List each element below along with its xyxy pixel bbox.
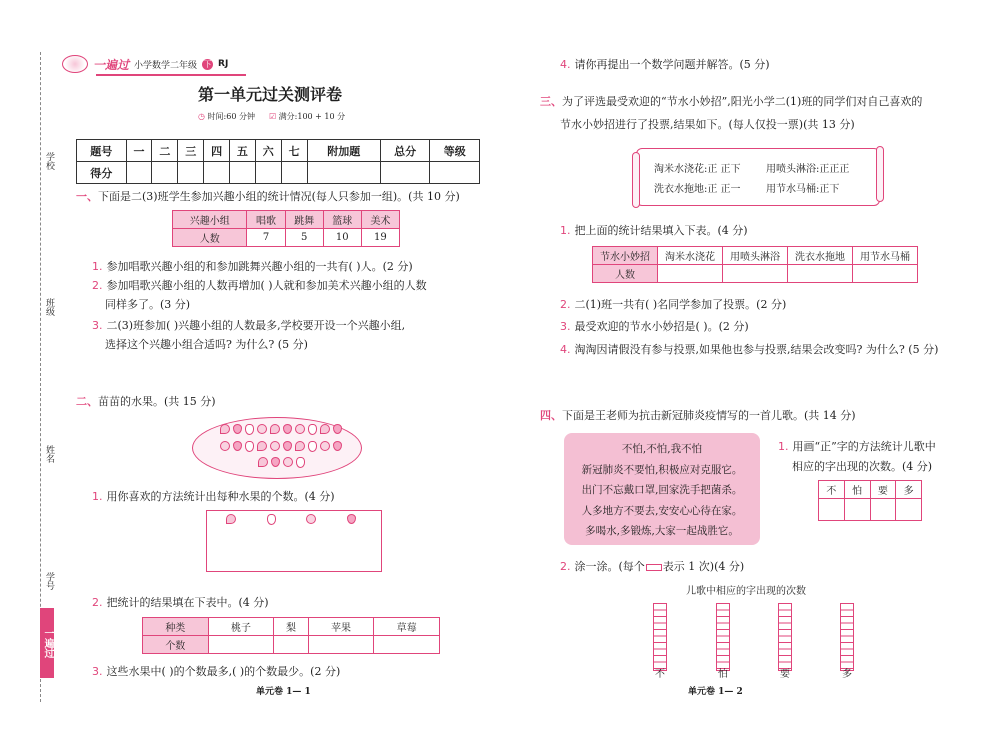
question-text: 请你再提出一个数学问题并解答。(5 分)	[574, 58, 770, 71]
brand-name: 一遍过	[93, 57, 130, 72]
score-header-cell: 七	[281, 140, 307, 162]
score-cell[interactable]	[307, 162, 380, 184]
question-text: 把统计的结果填在下表中。(4 分)	[106, 596, 269, 609]
vote-label: 用节水马桶:	[766, 184, 820, 195]
score-header-cell: 一	[126, 140, 152, 162]
section-1-heading	[76, 189, 460, 205]
vote-scroll	[636, 148, 880, 206]
brand-underline	[96, 74, 246, 76]
question-text: 二(1)班一共有( )名同学参加了投票。(2 分)	[574, 298, 787, 311]
answer-cell[interactable]	[208, 636, 274, 654]
table-header-cell: 梨	[274, 618, 308, 636]
question-text: 参加唱歌兴趣小组的人数再增加( )人就和参加美术兴趣小组的人数	[106, 279, 427, 292]
table-header-cell: 用喷头淋浴	[723, 247, 788, 265]
peach-icon	[226, 514, 236, 524]
apple-icon	[320, 441, 330, 451]
section-2-heading	[76, 394, 216, 410]
margin-badge: 一遍过	[40, 608, 54, 678]
table-header-cell: 怕	[844, 481, 870, 499]
score-table	[76, 139, 480, 184]
score-header-cell: 三	[178, 140, 204, 162]
question-4-1-line2: 相应的字出现的次数。(4 分)	[792, 460, 933, 473]
binding-line	[40, 52, 41, 702]
question-text-a: 涂一涂。(每个	[574, 560, 645, 573]
question-text: 把上面的统计结果填入下表。(4 分)	[574, 224, 748, 237]
table-row	[819, 499, 922, 521]
question-text: 二(3)班参加( )兴趣小组的人数最多,学校要开设一个兴趣小组,	[106, 319, 406, 332]
water-saving-table	[592, 246, 918, 283]
score-table-header-row	[77, 140, 480, 162]
score-cell[interactable]	[281, 162, 307, 184]
table-header-cell: 草莓	[374, 618, 440, 636]
question-1-1	[92, 257, 413, 276]
table-header-cell: 苹果	[308, 618, 374, 636]
vote-label: 淘米水浇花:	[654, 164, 708, 175]
check-icon: ☑	[268, 112, 277, 121]
score-header-cell: 四	[204, 140, 230, 162]
section-3-line2: 节水小妙招进行了投票,结果如下。(每人仅投一票)(共 13 分)	[560, 118, 855, 131]
table-cell: 7	[247, 229, 285, 247]
apple-icon	[283, 457, 293, 467]
question-text: 参加唱歌兴趣小组的和参加跳舞兴趣小组的一共有( )人。(2 分)	[106, 260, 413, 273]
strawberry-icon	[283, 441, 292, 451]
pear-icon	[245, 424, 254, 435]
peach-icon	[258, 457, 268, 467]
table-cell: 19	[361, 229, 399, 247]
pear-icon	[296, 457, 305, 468]
peach-icon	[270, 424, 280, 434]
question-1-3	[92, 316, 405, 335]
poem-box	[564, 433, 760, 545]
vote-tally: 正 正下	[707, 164, 741, 175]
question-2-4	[560, 55, 770, 74]
score-cell[interactable]	[255, 162, 281, 184]
scroll-vote-2	[766, 160, 849, 175]
section-2-text: 苗苗的水果。(共 15 分)	[98, 395, 216, 408]
section-2-number: 二、	[76, 395, 98, 408]
color-column-duo[interactable]	[840, 603, 854, 671]
score-cell[interactable]	[152, 162, 178, 184]
score-cell[interactable]	[380, 162, 430, 184]
book-title: 小学数学二年级	[134, 60, 198, 71]
interest-group-table	[172, 210, 400, 247]
answer-cell[interactable]	[896, 499, 922, 521]
fruit-group	[218, 424, 344, 472]
question-number: 3.	[92, 665, 103, 678]
color-column-bu[interactable]	[653, 603, 667, 671]
strawberry-icon	[271, 457, 280, 467]
table-header-cell: 洗衣水拖地	[788, 247, 853, 265]
table-header-cell: 要	[870, 481, 896, 499]
score-header-cell: 附加题	[307, 140, 380, 162]
answer-cell[interactable]	[274, 636, 308, 654]
bar-chart-title: 儿歌中相应的字出现的次数	[686, 586, 806, 597]
table-header-cell: 兴趣小组	[173, 211, 247, 229]
exam-time: 时间:60 分钟	[207, 112, 255, 121]
score-cell[interactable]	[178, 162, 204, 184]
scroll-left-roll	[632, 152, 640, 208]
poem-line: 新冠肺炎不要怕,积极应对克服它。	[581, 463, 743, 476]
peach-icon	[257, 441, 267, 451]
table-header-cell: 跳舞	[285, 211, 323, 229]
vote-label: 用喷头淋浴:	[766, 164, 820, 175]
exam-full-score: 满分:100 + 10 分	[278, 112, 346, 121]
color-column-pa[interactable]	[716, 603, 730, 671]
edition-label: RJ	[218, 59, 229, 69]
poem-line: 不怕,不怕,我不怕	[621, 443, 703, 455]
vote-tally: 正正正	[819, 164, 850, 175]
apple-icon	[257, 424, 267, 434]
poem-line: 出门不忘戴口罩,回家洗手把菌杀。	[581, 484, 743, 496]
margin-class-label: 班级	[44, 298, 54, 316]
question-1-2-line2: 同样多了。(3 分)	[105, 298, 191, 311]
score-cell[interactable]	[430, 162, 480, 184]
question-number: 2.	[92, 596, 103, 609]
question-text: 淘淘因请假没有参与投票,如果他也参与投票,结果会改变吗? 为什么? (5 分)	[574, 343, 939, 356]
chart-label: 多	[842, 669, 852, 680]
word-count-table	[818, 480, 922, 521]
scroll-vote-1	[654, 160, 741, 175]
question-number: 4.	[560, 343, 571, 356]
vote-label: 洗衣水拖地:	[654, 184, 708, 195]
section-3-heading	[540, 94, 922, 110]
pear-icon	[308, 441, 317, 452]
question-number: 2.	[560, 560, 571, 573]
question-number: 1.	[560, 224, 571, 237]
score-header-cell: 等级	[430, 140, 480, 162]
table-row-label: 人数	[593, 265, 658, 283]
strawberry-icon	[233, 424, 242, 434]
answer-cell[interactable]	[788, 265, 853, 283]
table-header-cell: 篮球	[323, 211, 361, 229]
section-4-number: 四、	[540, 409, 562, 422]
question-number: 1.	[92, 490, 103, 503]
scroll-vote-3	[654, 180, 741, 195]
question-number: 3.	[92, 319, 103, 332]
question-number: 1.	[778, 440, 789, 453]
section-3-text: 为了评选最受欢迎的“节水小妙招”,阳光小学二(1)班的同学们对自己喜欢的	[562, 95, 923, 108]
strawberry-icon	[283, 424, 292, 434]
question-text: 用画“正”字的方法统计儿歌中	[792, 440, 936, 453]
pear-icon	[308, 424, 317, 435]
question-number: 3.	[560, 320, 571, 333]
apple-icon	[306, 514, 316, 524]
table-row	[593, 265, 918, 283]
question-3-3	[560, 317, 749, 336]
table-header-cell: 种类	[143, 618, 209, 636]
question-4-1	[778, 437, 936, 456]
question-number: 2.	[560, 298, 571, 311]
chart-label: 不	[655, 669, 665, 680]
strawberry-icon	[233, 441, 242, 451]
answer-cell[interactable]	[723, 265, 788, 283]
chart-label: 怕	[718, 669, 728, 680]
clock-icon: ◷	[198, 112, 205, 121]
poem-line: 人多地方不要去,安安心心待在家。	[581, 504, 743, 517]
margin-name-label: 姓名	[44, 445, 54, 463]
question-3-2	[560, 295, 786, 314]
margin-school-label: 学校	[44, 152, 54, 170]
apple-icon	[270, 441, 280, 451]
section-3-number: 三、	[540, 95, 562, 108]
table-row	[819, 481, 922, 499]
strawberry-icon	[333, 424, 342, 434]
volume-badge: 下	[203, 59, 212, 69]
question-number: 4.	[560, 58, 571, 71]
question-4-2	[560, 557, 744, 576]
table-header-cell: 淘米水浇花	[658, 247, 723, 265]
strawberry-icon	[347, 514, 356, 524]
answer-cell[interactable]	[844, 499, 870, 521]
question-3-1	[560, 221, 748, 240]
question-2-1	[92, 487, 335, 506]
margin-id-label: 学号	[44, 572, 54, 590]
score-cell[interactable]	[126, 162, 152, 184]
score-table-row	[77, 162, 480, 184]
score-header-cell: 二	[152, 140, 178, 162]
poem-line: 多喝水,多锻炼,大家一起战胜它。	[585, 525, 739, 537]
question-1-3-line2: 选择这个兴趣小组合适吗? 为什么? (5 分)	[105, 338, 308, 351]
peach-icon	[220, 424, 230, 434]
footer-left-page-number: 单元卷 1— 1	[256, 687, 311, 697]
vote-tally: 正 正一	[707, 184, 741, 195]
answer-cell[interactable]	[308, 636, 374, 654]
question-number: 1.	[92, 260, 103, 273]
exam-info	[198, 111, 345, 122]
fruit-table	[142, 617, 440, 654]
score-header-cell: 总分	[380, 140, 430, 162]
answer-cell[interactable]	[374, 636, 440, 654]
unit-box-icon	[646, 564, 662, 571]
table-header-cell: 美术	[361, 211, 399, 229]
peach-icon	[320, 424, 330, 434]
table-row	[143, 636, 440, 654]
score-header-cell: 题号	[77, 140, 127, 162]
question-number: 2.	[92, 279, 103, 292]
table-header-cell: 桃子	[208, 618, 274, 636]
table-header-cell: 用节水马桶	[853, 247, 918, 265]
apple-icon	[295, 424, 305, 434]
question-text-b: 表示 1 次)(4 分)	[662, 560, 745, 573]
table-cell: 5	[285, 229, 323, 247]
scroll-vote-4	[766, 180, 839, 195]
footer-right-page-number: 单元卷 1— 2	[688, 687, 743, 697]
question-text: 用你喜欢的方法统计出每种水果的个数。(4 分)	[106, 490, 335, 503]
question-3-4	[560, 340, 938, 359]
answer-cell[interactable]	[870, 499, 896, 521]
answer-cell[interactable]	[658, 265, 723, 283]
score-cell[interactable]	[230, 162, 256, 184]
pear-icon	[267, 514, 276, 525]
answer-cell[interactable]	[853, 265, 918, 283]
apple-icon	[220, 441, 230, 451]
table-row	[593, 247, 918, 265]
chart-label: 要	[780, 669, 790, 680]
table-header-cell: 不	[819, 481, 845, 499]
question-text: 这些水果中( )的个数最多,( )的个数最少。(2 分)	[106, 665, 341, 678]
table-cell: 10	[323, 229, 361, 247]
vote-tally: 正下	[819, 184, 840, 195]
section-1-number: 一、	[76, 190, 98, 203]
scroll-right-roll	[876, 146, 884, 202]
peach-icon	[295, 441, 305, 451]
section-4-heading	[540, 408, 856, 424]
table-row	[143, 618, 440, 636]
table-row-label: 人数	[173, 229, 247, 247]
score-header-cell: 六	[255, 140, 281, 162]
question-2-3	[92, 662, 340, 681]
flower-logo-icon	[62, 55, 88, 73]
page-title: 第一单元过关测评卷	[197, 85, 342, 104]
question-1-2	[92, 276, 427, 295]
question-text: 最受欢迎的节水小妙招是( )。(2 分)	[574, 320, 749, 333]
table-header-cell: 多	[896, 481, 922, 499]
table-header-cell: 节水小妙招	[593, 247, 658, 265]
table-row	[173, 211, 400, 229]
answer-cell[interactable]	[819, 499, 845, 521]
table-header-cell: 唱歌	[247, 211, 285, 229]
brand-bar	[62, 55, 228, 73]
table-row-label: 个数	[143, 636, 209, 654]
section-4-text: 下面是王老师为抗击新冠肺炎疫情写的一首儿歌。(共 14 分)	[562, 409, 856, 422]
fruit-icon-row	[226, 514, 356, 525]
score-row-label: 得分	[77, 162, 127, 184]
score-header-cell: 五	[230, 140, 256, 162]
question-2-2	[92, 593, 269, 612]
color-column-yao[interactable]	[778, 603, 792, 671]
table-row	[173, 229, 400, 247]
pear-icon	[245, 441, 254, 452]
section-1-text: 下面是二(3)班学生参加兴趣小组的统计情况(每人只参加一组)。(共 10 分)	[98, 190, 460, 203]
score-cell[interactable]	[204, 162, 230, 184]
strawberry-icon	[333, 441, 342, 451]
